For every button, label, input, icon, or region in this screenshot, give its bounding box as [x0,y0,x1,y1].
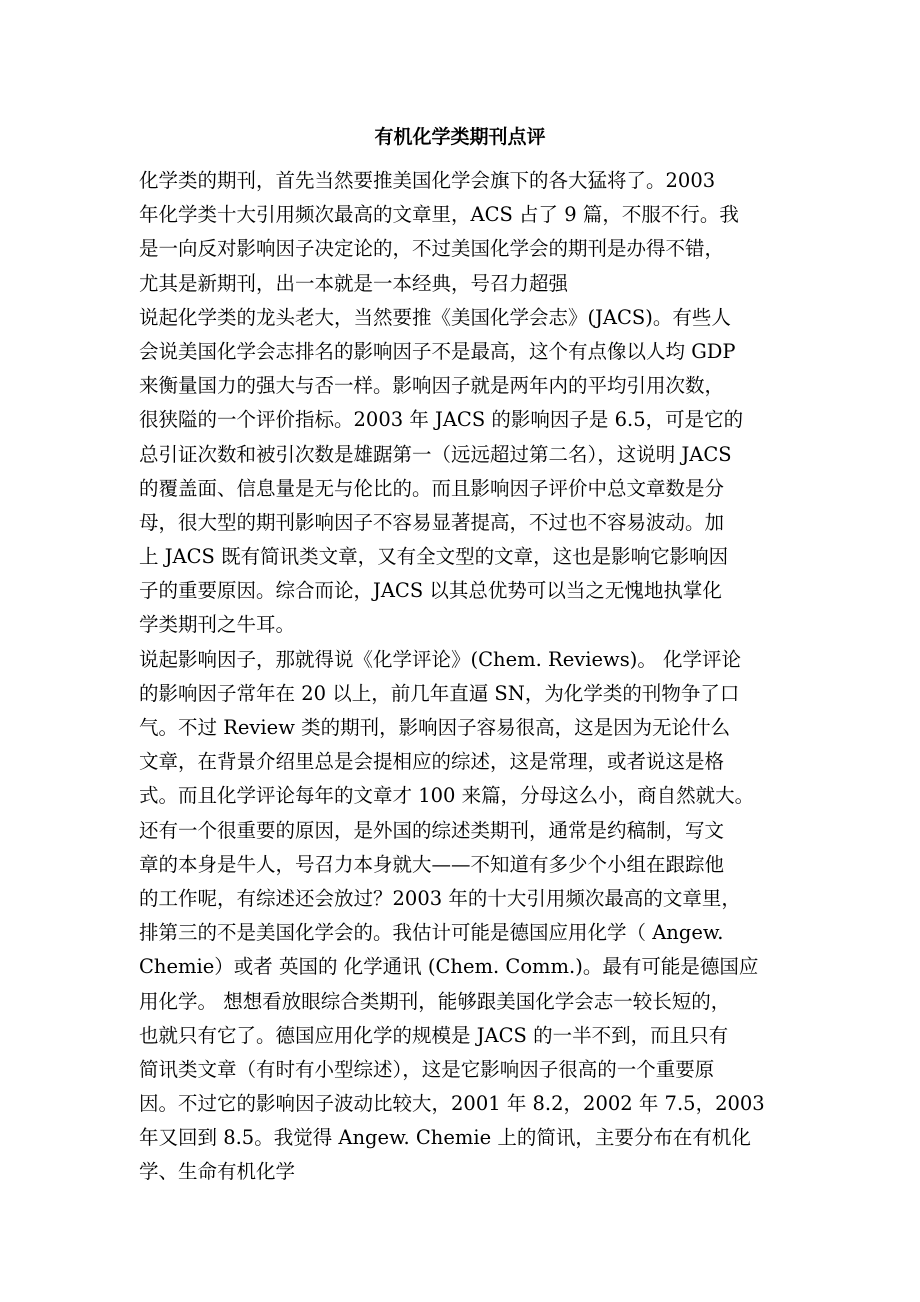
text-line: 年又回到 8.5。我觉得 Angew. Chemie 上的简讯，主要分布在有机化 [139,1126,751,1150]
text-line: 排第三的不是美国化学会的。我估计可能是德国应用化学（ Angew. [139,921,724,945]
text-line: 化学类的期刊，首先当然要推美国化学会旗下的各大猛将了。2003 [139,169,716,192]
text-line: 说起化学类的龙头老大，当然要推《美国化学会志》(JACS)。有些人 [139,305,731,329]
text-line: 子的重要原因。综合而论，JACS 以其总优势可以当之无愧地执掌化 [139,579,722,603]
text-line: 的工作呢，有综述还会放过？2003 年的十大引用频次最高的文章里， [139,886,741,910]
text-line: 气。不过 Review 类的期刊，影响因子容易很高，这是因为无论什么 [139,716,731,739]
text-line: 因。不过它的影响因子波动比较大，2001 年 8.2，2002 年 7.5，2003 [139,1092,765,1116]
text-line: 很狭隘的一个评价指标。2003 年 JACS 的影响因子是 6.5，可是它的 [139,408,744,432]
text-line: 尤其是新期刊，出一本就是一本经典，号召力超强 [139,271,569,295]
text-line: 年化学类十大引用频次最高的文章里，ACS 占了 9 篇，不服不行。我 [139,203,739,227]
document-body [139,164,789,1190]
text-line: 学、生命有机化学 [139,1160,296,1184]
text-line: 的影响因子常年在 20 以上，前几年直逼 SN，为化学类的刊物争了口 [139,681,740,705]
text-line: 说起影响因子，那就得说《化学评论》(Chem. Reviews)。 化学评论 [139,647,742,671]
text-line: 简讯类文章（有时有小型综述），这是它影响因子很高的一个重要原 [139,1057,715,1081]
text-line: 章的本身是牛人，号召力本身就大——不知道有多少个小组在跟踪他 [139,852,725,876]
text-line: 上 JACS 既有简讯类文章，又有全文型的文章，这也是影响它影响因 [139,545,729,569]
document-title: 有机化学类期刊点评 [374,126,546,148]
text-line: 用化学。 想想看放眼综合类期刊，能够跟美国化学会志一较长短的， [139,989,731,1013]
text-line: 学类期刊之牛耳。 [139,613,296,637]
text-line: 是一向反对影响因子决定论的，不过美国化学会的期刊是办得不错， [139,237,725,261]
text-line: 也就只有它了。德国应用化学的规模是 JACS 的一半不到，而且只有 [139,1023,729,1047]
text-line: 文章，在背景介绍里总是会提相应的综述，这是常理，或者说这是格 [139,750,725,774]
text-line: 式。而且化学评论每年的文章才 100 来篇，分母这么小，商自然就大。 [139,784,755,808]
text-line: 母，很大型的期刊影响因子不容易显著提高，不过也不容易波动。加 [139,510,725,534]
text-line: 总引证次数和被引次数是雄踞第一（远远超过第二名），这说明 JACS [139,442,732,466]
text-line: 来衡量国力的强大与否一样。影响因子就是两年内的平均引用次数， [139,374,725,398]
text-line: 会说美国化学会志排名的影响因子不是最高，这个有点像以人均 GDP [139,339,736,363]
text-line: 的覆盖面、信息量是无与伦比的。而且影响因子评价中总文章数是分 [139,476,725,500]
text-line: Chemie）或者 英国的 化学通讯 (Chem. Comm.)。最有可能是德国应 [139,955,759,979]
text-line: 还有一个很重要的原因，是外国的综述类期刊，通常是约稿制，写文 [139,818,725,842]
